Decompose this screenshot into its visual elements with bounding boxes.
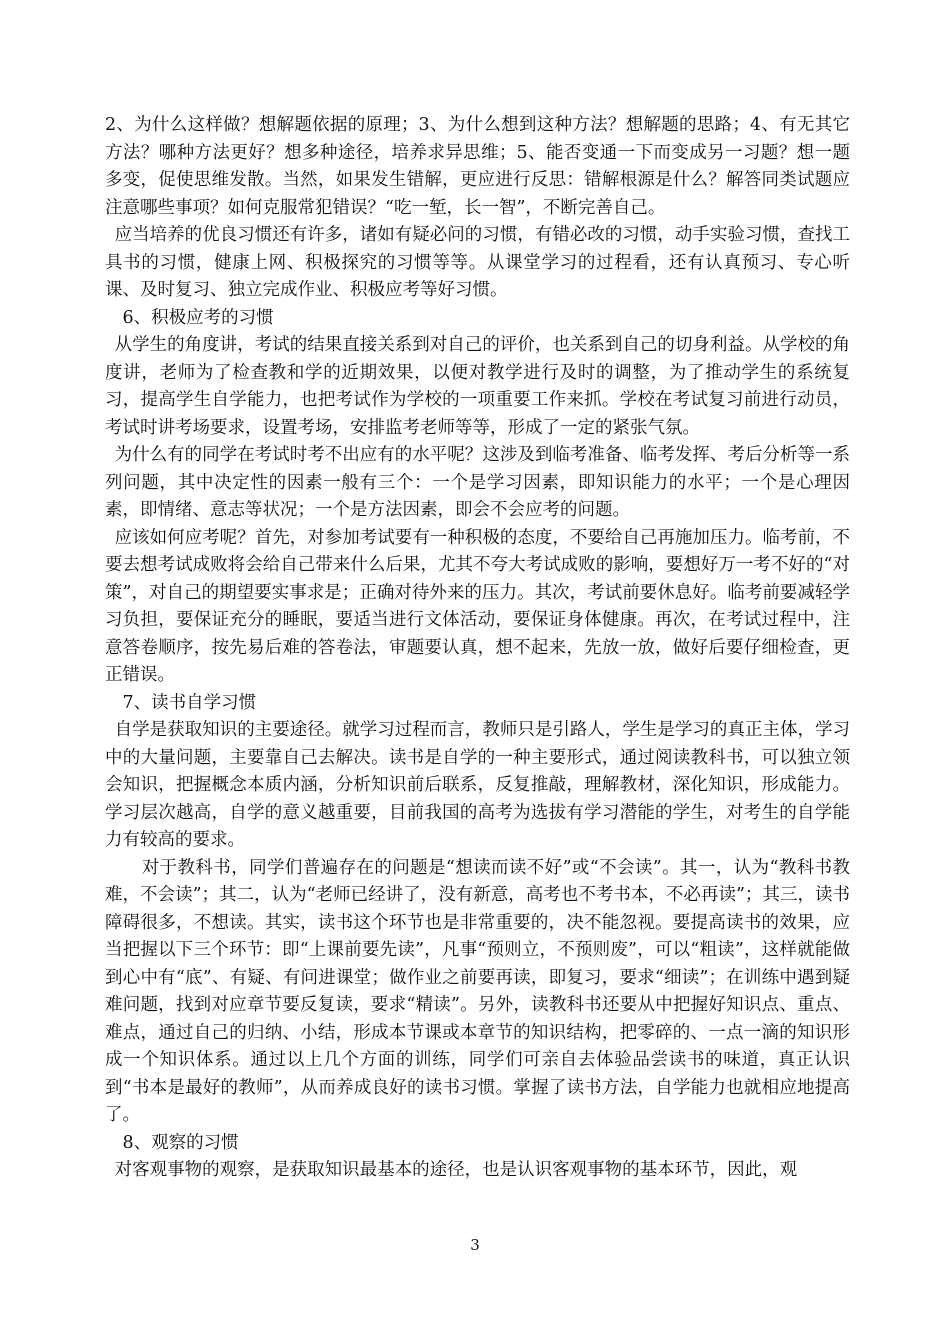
- paragraph-exam-importance: 从学生的角度讲，考试的结果直接关系到对自己的评价，也关系到自己的切身利益。从学校的角度讲，老师为了检查教和学的近期效果，以便对教学进行及时的调整，为了推动学生的系统复习，提高学生自学能力，也把考试作为学校的一项重要工作来抓。学校在考试复习前进行动员，考试时讲考场要求，设置考场，安排监考老师等等，形成了一定的紧张气氛。: [105, 335, 850, 438]
- paragraph-textbook-reading: 对于教科书，同学们普遍存在的问题是“想读而读不好”或“不会读”。其一，认为“教科书教难，不会读”；其二，认为“老师已经讲了，没有新意，高考也不考书本，不必再读”；其三，读书障碍很多，不想读。其实，读书这个环节也是非常重要的，决不能忽视。要提高读书的效果，应当把握以下三个环节：即“上课前要先读”，凡事“预则立，不预则废”，可以“粗读”，这样就能做到心中有“底”、有疑、有问进课堂；做作业之前要再读，即复习，要求“细读”；在训练中遇到疑难问题，找到对应章节要反复读，要求“精读”。另外，读教科书还要从中把握好知识点、重点、难点，通过自己的归纳、小结，形成本节课或本章节的知识结构，把零碎的、一点一滴的知识形成一个知识体系。通过以上几个方面的训练，同学们可亲自去体验品尝读书的味道，真正认识到“书本是最好的教师”，从而养成良好的读书习惯。掌握了读书方法，自学能力也就相应地提高了。: [105, 857, 850, 1125]
- paragraph-good-habits: 应当培养的优良习惯还有许多，诸如有疑必问的习惯，有错必改的习惯，动手实验习惯，查找工具书的习惯，健康上网、积极探究的习惯等等。从课堂学习的过程看，还有认真预习、专心听课、及时复习、独立完成作业、积极应考等好习惯。: [105, 225, 850, 300]
- section-heading-exam-habits: 6、积极应考的习惯: [122, 307, 274, 328]
- page-number: 3: [470, 1236, 480, 1254]
- paragraph-how-to-take-exam: 应该如何应考呢？首先，对参加考试要有一种积极的态度，不要给自己再施加压力。临考前，不要去想考试成败将会给自己带来什么后果，尤其不夸大考试成败的影响，要想好万一考不好的“对策”，对自己的期望要实事求是；正确对待外来的压力。其次，考试前要休息好。临考前要减轻学习负担，要保证充分的睡眠，要适当进行文体活动，要保证身体健康。再次，在考试过程中，注意答卷顺序，按先易后难的答卷法，审题要认真，想不起来，先放一放，做好后要仔细检查，更正错误。: [105, 527, 850, 685]
- paragraph-observation: 对客观事物的观察，是获取知识最基本的途径，也是认识客观事物的基本环节，因此，观: [114, 1160, 798, 1180]
- section-heading-observation: 8、观察的习惯: [122, 1132, 239, 1153]
- document-body: [105, 112, 850, 1185]
- paragraph-exam-factors: 为什么有的同学在考试时考不出应有的水平呢？这涉及到临考准备、临考发挥、考后分析等一系列问题，其中决定性的因素一般有三个：一个是学习因素，即知识能力的水平；一个是心理因素，即情绪、意志等状况；一个是方法因素，即会不会应考的问题。: [105, 445, 850, 520]
- paragraph-reflection-steps: 2、为什么这样做？想解题依据的原理；3、为什么想到这种方法？想解题的思路；4、有无其它方法？哪种方法更好？想多种途径，培养求异思维；5、能否变通一下而变成另一习题？想一题多变，促使思维发散。当然，如果发生错解，更应进行反思：错解根源是什么？解答同类试题应注意哪些事项？如何克服常犯错误？“吃一堑，长一智”，不断完善自己。: [105, 115, 850, 218]
- paragraph-self-study: 自学是获取知识的主要途径。就学习过程而言，教师只是引路人，学生是学习的真正主体，学习中的大量问题，主要靠自己去解决。读书是自学的一种主要形式，通过阅读教科书，可以独立领会知识，把握概念本质内涵，分析知识前后联系，反复推敲，理解教材，深化知识，形成能力。学习层次越高，自学的意义越重要，目前我国的高考为选拔有学习潜能的学生，对考生的自学能力有较高的要求。: [105, 720, 850, 850]
- section-heading-self-study: 7、读书自学习惯: [122, 692, 257, 713]
